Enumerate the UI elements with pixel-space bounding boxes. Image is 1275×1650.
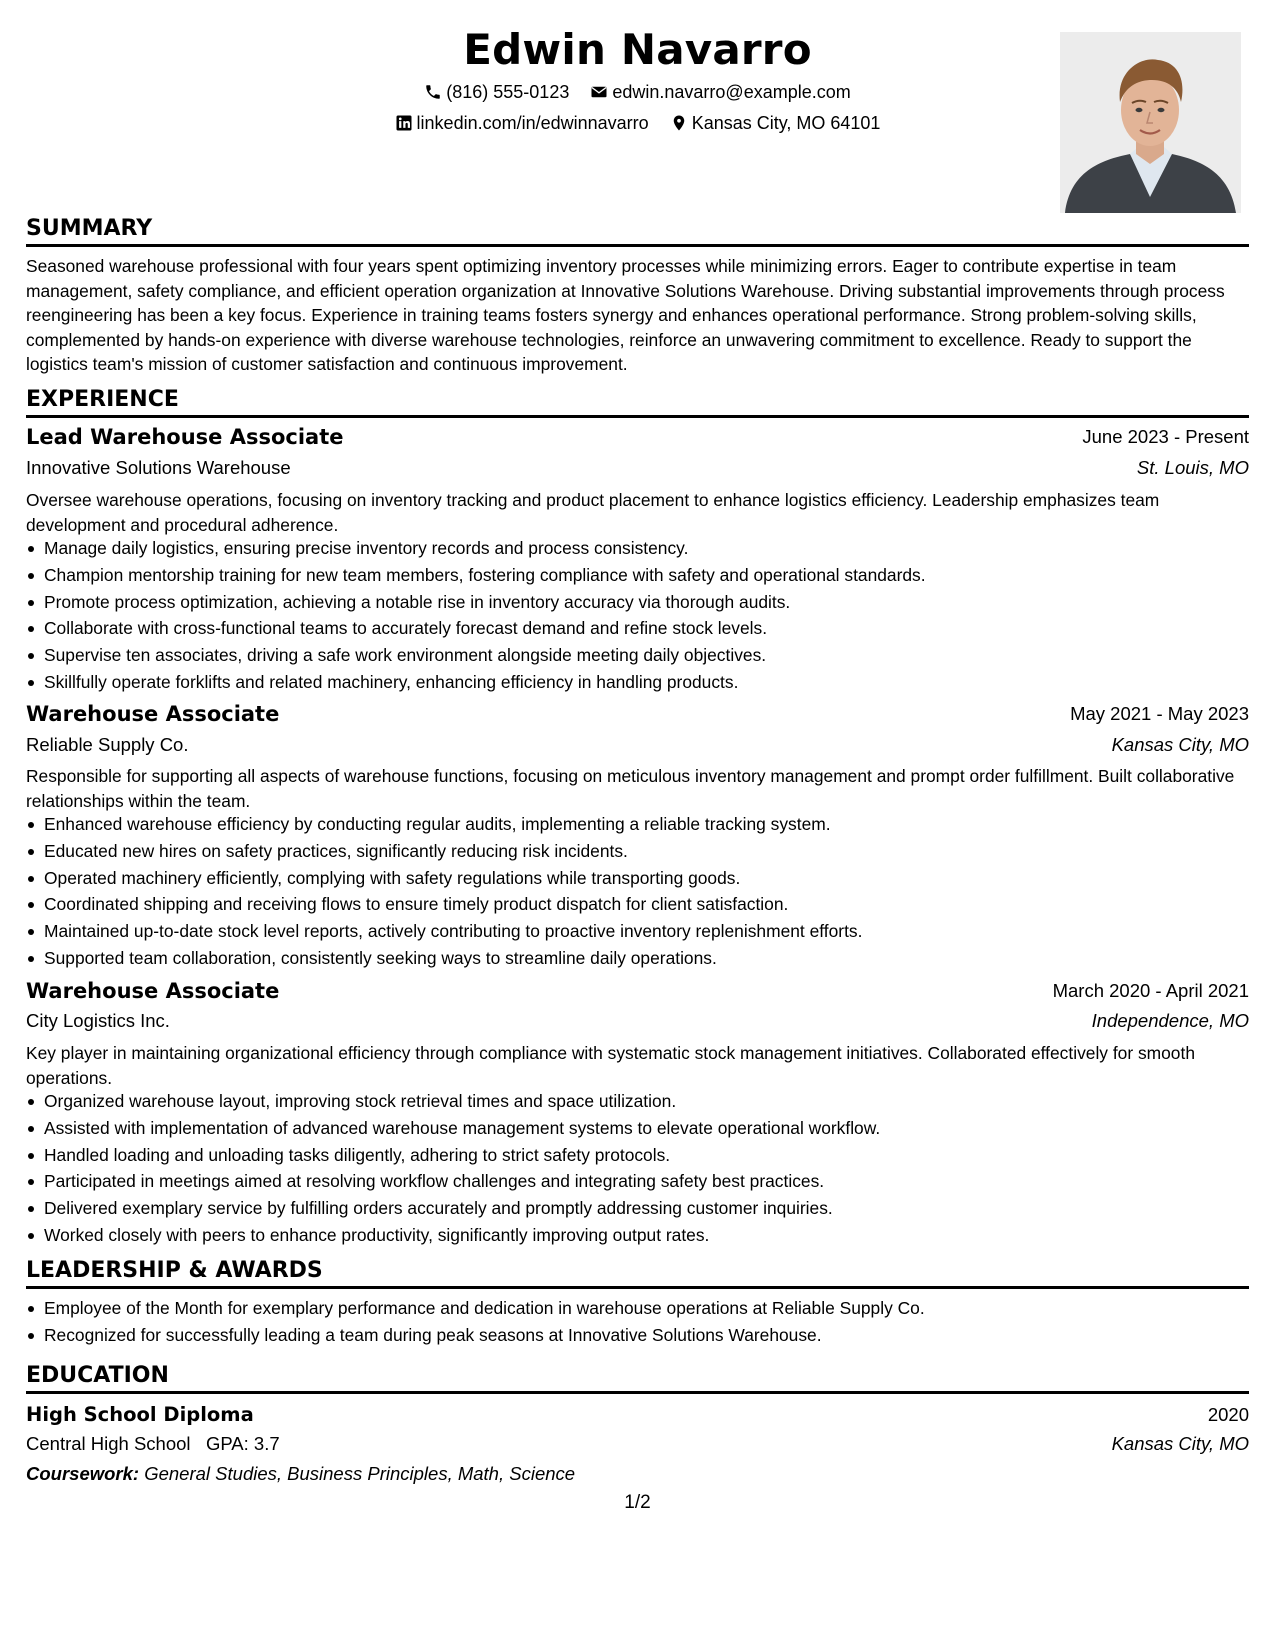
- list-item: Employee of the Month for exemplary performance and dedication in warehouse operations at Reliable Supply Co.: [44, 1295, 1267, 1322]
- education-school: Central High School: [26, 1433, 191, 1454]
- list-item: Delivered exemplary service by fulfilling orders accurately and promptly addressing customer inquiries.: [44, 1195, 1267, 1222]
- education-heading: EDUCATION: [26, 1363, 169, 1388]
- list-item: Maintained up-to-date stock level reports, actively contributing to proactive inventory replenishment efforts.: [44, 918, 1267, 945]
- list-item: Champion mentorship training for new team members, fostering compliance with safety and operational standards.: [44, 562, 1267, 589]
- list-item: Organized warehouse layout, improving stock retrieval times and space utilization.: [44, 1088, 1267, 1115]
- job-description: Oversee warehouse operations, focusing on inventory tracking and product placement to enhance logistics efficiency. Leadership emphasizes team development and procedural adherence.: [26, 490, 1160, 535]
- list-item: Collaborate with cross-functional teams to accurately forecast demand and refine stock levels.: [44, 615, 1267, 642]
- job-dates: March 2020 - April 2021: [1052, 980, 1249, 1001]
- resume-page: [26, 0, 1249, 1650]
- education-divider: [26, 1391, 1249, 1394]
- linkedin-text[interactable]: linkedin.com/in/edwinnavarro: [416, 113, 649, 133]
- experience-divider: [26, 415, 1249, 418]
- education-coursework: [26, 1461, 575, 1487]
- awards-heading: LEADERSHIP & AWARDS: [26, 1258, 323, 1283]
- education-degree: High School Diploma: [26, 1403, 254, 1426]
- summary-divider: [26, 244, 1249, 247]
- coursework-text: General Studies, Business Principles, Math, Science: [144, 1463, 576, 1484]
- profile-portrait: [1060, 32, 1241, 213]
- linkedin-contact[interactable]: [395, 111, 649, 135]
- list-item: Manage daily logistics, ensuring precise inventory records and process consistency.: [44, 535, 1267, 562]
- phone-text: (816) 555-0123: [446, 82, 570, 102]
- education-gpa: GPA: 3.7: [205, 1433, 280, 1454]
- list-item: Enhanced warehouse efficiency by conducting regular audits, implementing a reliable tracking system.: [44, 811, 1267, 838]
- job-location: St. Louis, MO: [1136, 457, 1249, 478]
- profile-photo: [1060, 32, 1241, 213]
- email-contact[interactable]: [590, 80, 850, 104]
- job-title: Lead Warehouse Associate: [26, 425, 344, 449]
- list-item: Participated in meetings aimed at resolving workflow challenges and integrating safety best practices.: [44, 1168, 1267, 1195]
- job-dates: May 2021 - May 2023: [1070, 703, 1249, 724]
- list-item: Handled loading and unloading tasks diligently, adhering to strict safety protocols.: [44, 1142, 1267, 1169]
- list-item: Coordinated shipping and receiving flows to ensure timely product dispatch for client satisfaction.: [44, 891, 1267, 918]
- job-location: Independence, MO: [1091, 1010, 1249, 1031]
- location-text: Kansas City, MO 64101: [691, 113, 881, 133]
- education-school-line: [26, 1431, 280, 1457]
- job-bullets: [26, 535, 1267, 696]
- job-description: Responsible for supporting all aspects of warehouse functions, focusing on meticulous inventory management and prompt order fulfillment. Built collaborative relationships within the team.: [26, 766, 1235, 811]
- job-location: Kansas City, MO: [1111, 734, 1249, 755]
- linkedin-icon: [395, 114, 413, 132]
- list-item: Educated new hires on safety practices, significantly reducing risk incidents.: [44, 838, 1267, 865]
- awards-divider: [26, 1286, 1249, 1289]
- summary-heading: SUMMARY: [26, 216, 153, 241]
- job-title: Warehouse Associate: [26, 979, 280, 1003]
- list-item: Worked closely with peers to enhance productivity, significantly improving output rates.: [44, 1222, 1267, 1249]
- page-number: 1/2: [624, 1492, 651, 1513]
- map-pin-icon: [670, 114, 688, 132]
- awards-list: [26, 1295, 1267, 1349]
- candidate-name: Edwin Navarro: [463, 25, 812, 74]
- summary-text: Seasoned warehouse professional with four years spent optimizing inventory processes while minimizing errors. Eager to contribute expertise in team management, safety compliance, and efficient operation organization at Innovative Solutions Warehouse. Driving substantial improvements through process reengineering has been a key focus. Experience in training teams fosters synergy and enhances operational performance. Strong problem-solving skills, complemented by hands-on experience with diverse warehouse technologies, reinforce an unwavering commitment to excellence. Ready to support the logistics team's mission of customer satisfaction and continuous improvement.: [26, 256, 1225, 375]
- list-item: Operated machinery efficiently, complying with safety regulations while transporting goods.: [44, 865, 1267, 892]
- education-year: 2020: [1207, 1404, 1249, 1425]
- location-contact: [670, 111, 881, 135]
- email-text[interactable]: edwin.navarro@example.com: [612, 82, 851, 102]
- education-location: Kansas City, MO: [1111, 1433, 1249, 1454]
- job-bullets: [26, 811, 1267, 972]
- resume-header: [26, 0, 1249, 220]
- phone-icon: [424, 83, 442, 101]
- job-title: Warehouse Associate: [26, 702, 280, 726]
- list-item: Supported team collaboration, consistently seeking ways to streamline daily operations.: [44, 945, 1267, 972]
- job-company: Innovative Solutions Warehouse: [26, 457, 291, 478]
- job-company: Reliable Supply Co.: [26, 734, 189, 755]
- list-item: Promote process optimization, achieving a notable rise in inventory accuracy via thorough audits.: [44, 589, 1267, 616]
- job-dates: June 2023 - Present: [1082, 426, 1249, 447]
- list-item: Skillfully operate forklifts and related machinery, enhancing efficiency in handling products.: [44, 669, 1267, 696]
- job-bullets: [26, 1088, 1267, 1249]
- experience-heading: EXPERIENCE: [26, 387, 179, 412]
- coursework-label: Coursework:: [26, 1463, 140, 1484]
- list-item: Recognized for successfully leading a team during peak seasons at Innovative Solutions Warehouse.: [44, 1322, 1267, 1349]
- envelope-icon: [590, 83, 608, 101]
- job-description: Key player in maintaining organizational efficiency through compliance with systematic stock management initiatives. Collaborated effectively for smooth operations.: [26, 1043, 1195, 1088]
- list-item: Assisted with implementation of advanced warehouse management systems to elevate operational workflow.: [44, 1115, 1267, 1142]
- list-item: Supervise ten associates, driving a safe work environment alongside meeting daily objectives.: [44, 642, 1267, 669]
- phone-contact: [424, 80, 569, 104]
- job-company: City Logistics Inc.: [26, 1010, 170, 1031]
